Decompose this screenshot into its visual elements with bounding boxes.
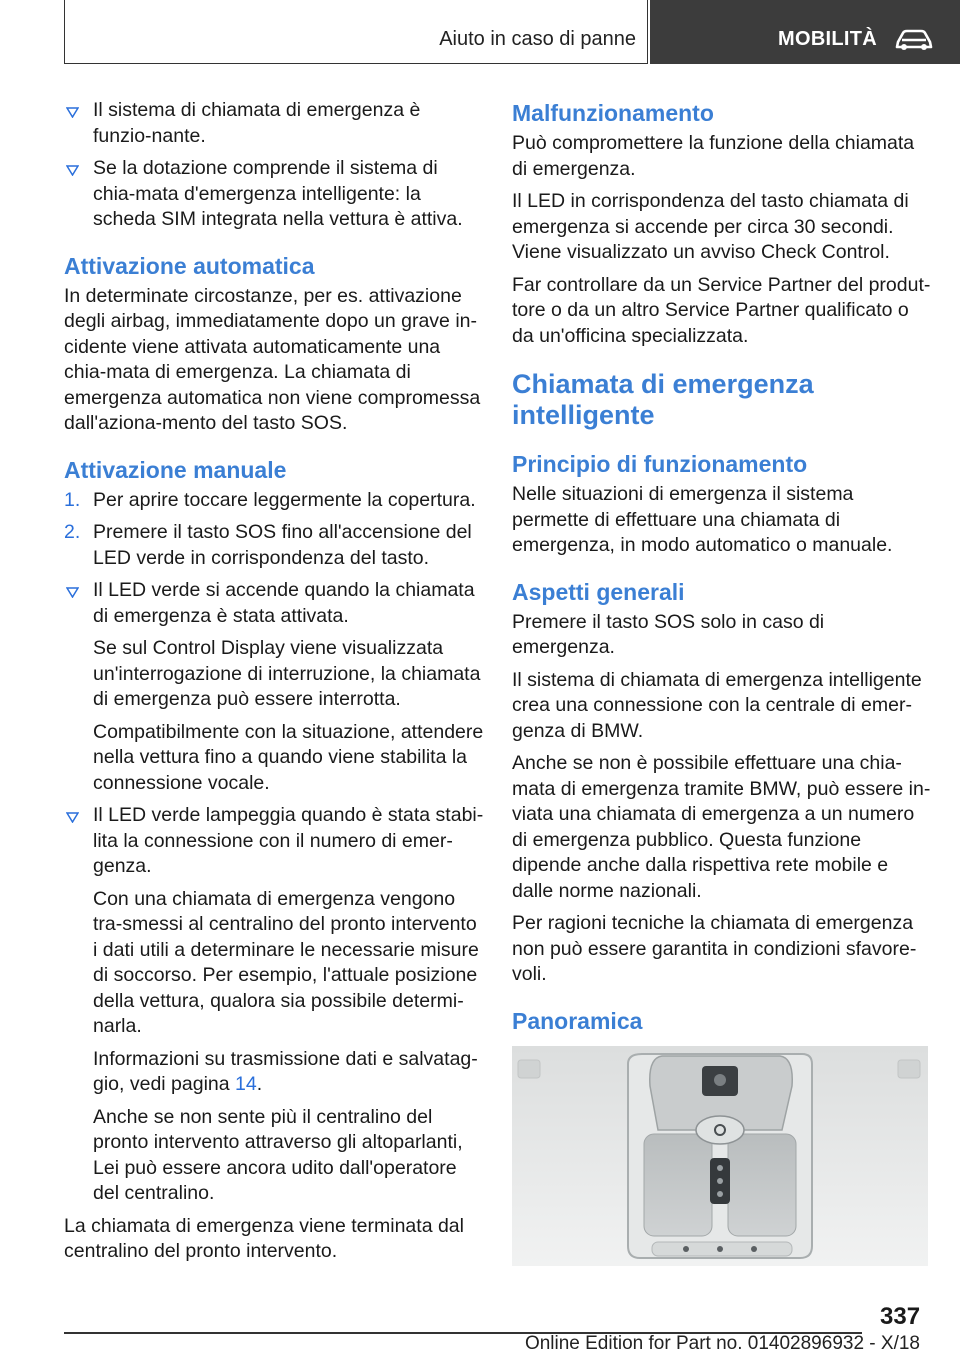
chapter-tab[interactable]	[650, 0, 960, 64]
indented-paragraph: Se sul Control Display viene visualizzata un'interrogazione di interruzione, la chiamata di emergenza può essere interrotta.	[93, 637, 481, 710]
heading-smart-emergency-call: Chiamata di emergenza intelligente	[512, 369, 814, 430]
triangle-bullet-icon	[66, 587, 79, 598]
bullet-text: Il sistema di chiamata di emergenza è funzio-nante.	[93, 99, 421, 147]
triangle-bullet-icon	[66, 107, 79, 118]
list-item	[64, 803, 484, 880]
step-item	[64, 520, 484, 571]
indented-paragraph: Anche se non sente più il centralino del pronto intervento attraverso gli altoparlanti, Lei può essere ancora udito dall'operatore del centralino.	[93, 1105, 463, 1204]
reference-text: Informazioni su trasmissione dati e salvatag-gio, vedi pagina	[93, 1047, 478, 1095]
page-number: 337	[880, 1303, 921, 1330]
heading-general: Aspetti generali	[512, 578, 685, 605]
step-text: Premere il tasto SOS fino all'accensione del LED verde in corrispondenza del tasto.	[93, 521, 472, 569]
chapter-title: MOBILITÀ	[778, 28, 878, 50]
left-column	[64, 98, 484, 1272]
step-number: 1.	[64, 488, 81, 511]
malfunction-text: Può compromettere la funzione della chiamata di emergenza.	[512, 132, 915, 180]
principle-text: Nelle situazioni di emergenza il sistema permette di effettuare una chiamata di emergenza, in modo automatico o manuale.	[512, 483, 893, 556]
general-text: Per ragioni tecniche la chiamata di emergenza non può essere garantita in condizioni sfavore-voli.	[512, 912, 917, 985]
indented-paragraph: Con una chiamata di emergenza vengono tra-smessi al centralino del pronto intervento i dati utili a determinare le necessarie misure di soccorso. Per esempio, l'attuale posizione della vettura, qualora sia possibile determi-narla.	[93, 887, 479, 1037]
page-reference-link[interactable]: 14	[235, 1073, 257, 1095]
section-title: Aiuto in caso di panne	[439, 28, 636, 50]
heading-overview: Panoramica	[512, 1007, 643, 1034]
triangle-bullet-icon	[66, 165, 79, 176]
auto-activation-text: In determinate circostanze, per es. attivazione degli airbag, immediatamente dopo un grave in-cidente viene attivata automaticamente una chia-mata di emergenza. La chiamata di emergenza automatica non viene compromessa dall'aziona-mento del tasto SOS.	[64, 284, 481, 434]
overhead-console-illustration	[512, 1046, 928, 1266]
step-number: 2.	[64, 521, 81, 543]
heading-principle: Principio di funzionamento	[512, 451, 808, 477]
heading-malfunction: Malfunzionamento	[512, 100, 714, 126]
general-text: Il sistema di chiamata di emergenza intelligente crea una connessione con la centrale di emer-genza di BMW.	[512, 668, 922, 742]
overhead-console-figure	[512, 1046, 928, 1266]
indented-paragraph: Compatibilmente con la situazione, attendere nella vettura fino a quando viene stabilita la connessione vocale.	[93, 720, 484, 794]
reference-suffix: .	[256, 1073, 263, 1095]
heading-auto-activation: Attivazione automatica	[64, 252, 315, 279]
right-column	[512, 98, 932, 1266]
general-text: Anche se non è possibile effettuare una chia-mata di emergenza tramite BMW, può essere in-viata una chiamata di emergenza a un numero di emergenza pubblico. Questa funzione dipende anche dalla rispettiva rete mobile e dalle norme nazionali.	[512, 752, 931, 902]
indented-paragraph	[64, 1047, 484, 1098]
end-call-text: La chiamata di emergenza viene terminata dal centralino del pronto intervento.	[64, 1214, 464, 1262]
footer-edition: Online Edition for Part no. 01402896932 - X/18	[524, 1333, 920, 1354]
malfunction-text: Far controllare da un Service Partner del produt-tore o da un altro Service Partner qualificato o da un'officina specializzata.	[512, 273, 931, 347]
list-item	[64, 156, 484, 233]
step-item	[64, 488, 484, 514]
step-text: Per aprire toccare leggermente la copertura.	[93, 488, 476, 511]
general-text: Premere il tasto SOS solo in caso di emergenza.	[512, 610, 825, 658]
bullet-text: Se la dotazione comprende il sistema di chia-mata d'emergenza intelligente: la scheda SIM integrata nella vettura è attiva.	[93, 157, 463, 230]
malfunction-text: Il LED in corrispondenza del tasto chiamata di emergenza si accende per circa 30 secondi. Viene visualizzato un avviso Check Control.	[512, 190, 909, 263]
bullet-text: Il LED verde lampeggia quando è stata stabi-lita la connessione con il numero di emer-genza.	[93, 804, 484, 877]
list-item	[64, 98, 484, 149]
heading-manual-activation: Attivazione manuale	[64, 456, 287, 483]
list-item	[64, 578, 484, 629]
car-icon	[894, 28, 934, 52]
bullet-text: Il LED verde si accende quando la chiamata di emergenza è stata attivata.	[93, 579, 475, 627]
triangle-bullet-icon	[66, 812, 79, 823]
